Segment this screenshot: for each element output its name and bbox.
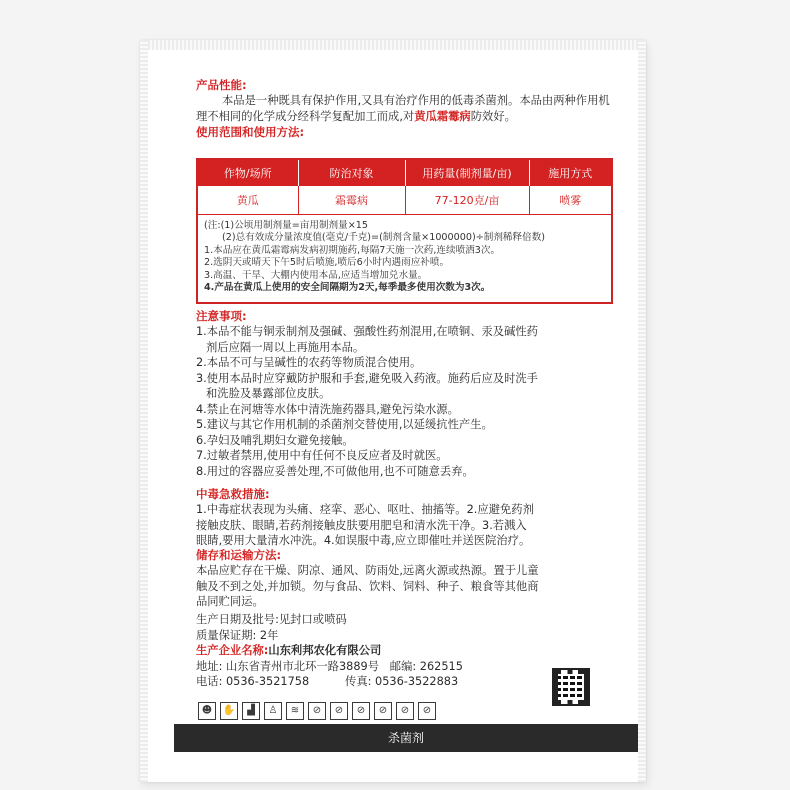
cell-crop: 黄瓜 xyxy=(198,186,298,215)
usage-table-header-row xyxy=(198,160,611,186)
first-aid-item: 接触皮肤、眼睛,若药剂接触皮肤要用肥皂和清水洗干净。3.若溅入 xyxy=(196,518,527,532)
company-phone: 电话: 0536-3521758 传真: 0536-3522883 xyxy=(196,675,459,688)
company-line xyxy=(196,643,616,659)
usage-table-box xyxy=(196,158,613,304)
storage-title: 储存和运输方法: xyxy=(196,548,282,562)
usage-title: 使用范围和使用方法: xyxy=(196,125,305,139)
performance-text-c: 防效好。 xyxy=(470,109,516,123)
first-aid-item: 眼睛,要用大量清水冲洗。4.如误服中毒,应立即催吐并送医院治疗。 xyxy=(196,534,531,547)
header-target: 防治对象 xyxy=(298,160,405,186)
performance-text-a: 本品是一种既具有保护作用,又具有治疗作用的低毒杀菌剂。本品由两种作用机理不相同的化学成分经科学复配加工而成,对 xyxy=(196,94,610,123)
precaution-item: 6.孕妇及哺乳期妇女避免接触。 xyxy=(196,433,354,447)
storage-item: 触及不到之处,并加锁。勿与食品、饮料、饲料、种子、粮食等其他商 xyxy=(196,579,539,593)
usage-note: 2.选阴天或晴天下午5时后喷施,喷后6小时内遇雨应补喷。 xyxy=(204,257,450,269)
header-dosage: 用药量(制剂量/亩) xyxy=(405,160,529,186)
coverall-icon: ♙ xyxy=(264,702,282,720)
cell-target: 霜霉病 xyxy=(298,186,405,215)
no-livestock-icon: ⊘ xyxy=(396,702,414,720)
precaution-item: 4.禁止在河塘等水体中清洗施药器具,避免污染水源。 xyxy=(196,402,459,416)
precaution-item: 1.本品不能与铜汞制剂及强碱、强酸性药剂混用,在喷铜、汞及碱性药 xyxy=(196,325,538,338)
cell-method: 喷雾 xyxy=(529,186,611,215)
seal-edge-right xyxy=(638,40,646,782)
usage-notes xyxy=(204,220,608,294)
seal-edge-left xyxy=(140,40,148,782)
no-animal-icon: ⊘ xyxy=(352,702,370,720)
usage-note: (2)总有效成分量浓度值(毫克/千克)=(制剂含量×1000000)÷制剂稀释倍数) xyxy=(222,232,546,244)
seal-edge-top xyxy=(140,40,646,50)
gloves-icon: ✋ xyxy=(220,702,238,720)
performance-highlight: 黄瓜霜霉病 xyxy=(414,109,471,123)
first-aid-item: 1.中毒症状表现为头痛、痉挛、恶心、呕吐、抽搐等。2.应避免药剂 xyxy=(196,503,534,516)
storage-item: 品同贮同运。 xyxy=(196,595,264,608)
usage-note: (注:(1)公顷用制剂量=亩用制剂量×15 xyxy=(204,220,368,231)
usage-table xyxy=(198,160,611,215)
cell-dosage: 77-120克/亩 xyxy=(405,186,529,215)
company-name: 山东利邦农化有限公司 xyxy=(268,644,382,657)
product-performance-section xyxy=(196,78,616,140)
precaution-item: 5.建议与其它作用机制的杀菌剂交替使用,以延缓抗性产生。 xyxy=(196,418,493,431)
boots-icon: ▟ xyxy=(242,702,260,720)
storage-item: 本品应贮存在干燥、阴凉、通风、防雨处,远离火源或热源。置于儿童 xyxy=(196,564,539,577)
qr-code xyxy=(552,668,590,706)
no-fish-icon: ⊘ xyxy=(330,702,348,720)
first-aid-section xyxy=(196,487,616,549)
precaution-item: 剂后应隔一周以上再施用本品。 xyxy=(206,340,365,354)
precaution-item: 8.用过的容器应妥善处理,不可做他用,也不可随意丢弃。 xyxy=(196,464,474,478)
no-bird-icon: ⊘ xyxy=(374,702,392,720)
usage-note: 1.本品应在黄瓜霜霉病发病初期施药,每隔7天施一次药,连续喷洒3次。 xyxy=(204,244,501,256)
precautions-section xyxy=(196,309,616,479)
usage-note-bold: 4.产品在黄瓜上使用的安全间隔期为2天,每季最多使用次数为3次。 xyxy=(204,282,491,294)
shelf-life: 质量保证期: 2年 xyxy=(196,628,279,642)
usage-table-row xyxy=(198,186,611,215)
precaution-item: 和洗脸及暴露部位皮肤。 xyxy=(206,387,331,400)
mask-icon: ☻ xyxy=(198,702,216,720)
product-performance-text xyxy=(196,93,616,124)
product-performance-title: 产品性能: xyxy=(196,78,247,92)
usage-note: 3.高温、干旱、大棚内使用本品,应适当增加兑水量。 xyxy=(204,269,428,281)
precaution-item: 3.使用本品时应穿戴防护服和手套,避免吸入药液。施药后应及时洗手 xyxy=(196,371,538,385)
precaution-item: 7.过敏者禁用,使用中有任何不良反应者及时就医。 xyxy=(196,449,448,462)
no-child-icon: ⊘ xyxy=(308,702,326,720)
header-crop: 作物/场所 xyxy=(198,160,298,186)
safety-pictograms xyxy=(198,702,508,722)
company-label: 生产企业名称: xyxy=(196,644,269,657)
wash-icon: ≋ xyxy=(286,702,304,720)
production-date: 生产日期及批号:见封口或喷码 xyxy=(196,613,347,626)
category-strip xyxy=(174,724,638,752)
precaution-item: 2.本品不可与呈碱性的农药等物质混合使用。 xyxy=(196,356,422,369)
precautions-title: 注意事项: xyxy=(196,309,247,323)
first-aid-title: 中毒急救措施: xyxy=(196,487,270,501)
no-drink-icon: ⊘ xyxy=(418,702,436,720)
storage-section xyxy=(196,548,616,610)
company-address: 地址: 山东省青州市北环一路3889号 邮编: 262515 xyxy=(196,659,463,673)
header-method: 施用方式 xyxy=(529,160,611,186)
category-label: 杀菌剂 xyxy=(388,731,425,745)
